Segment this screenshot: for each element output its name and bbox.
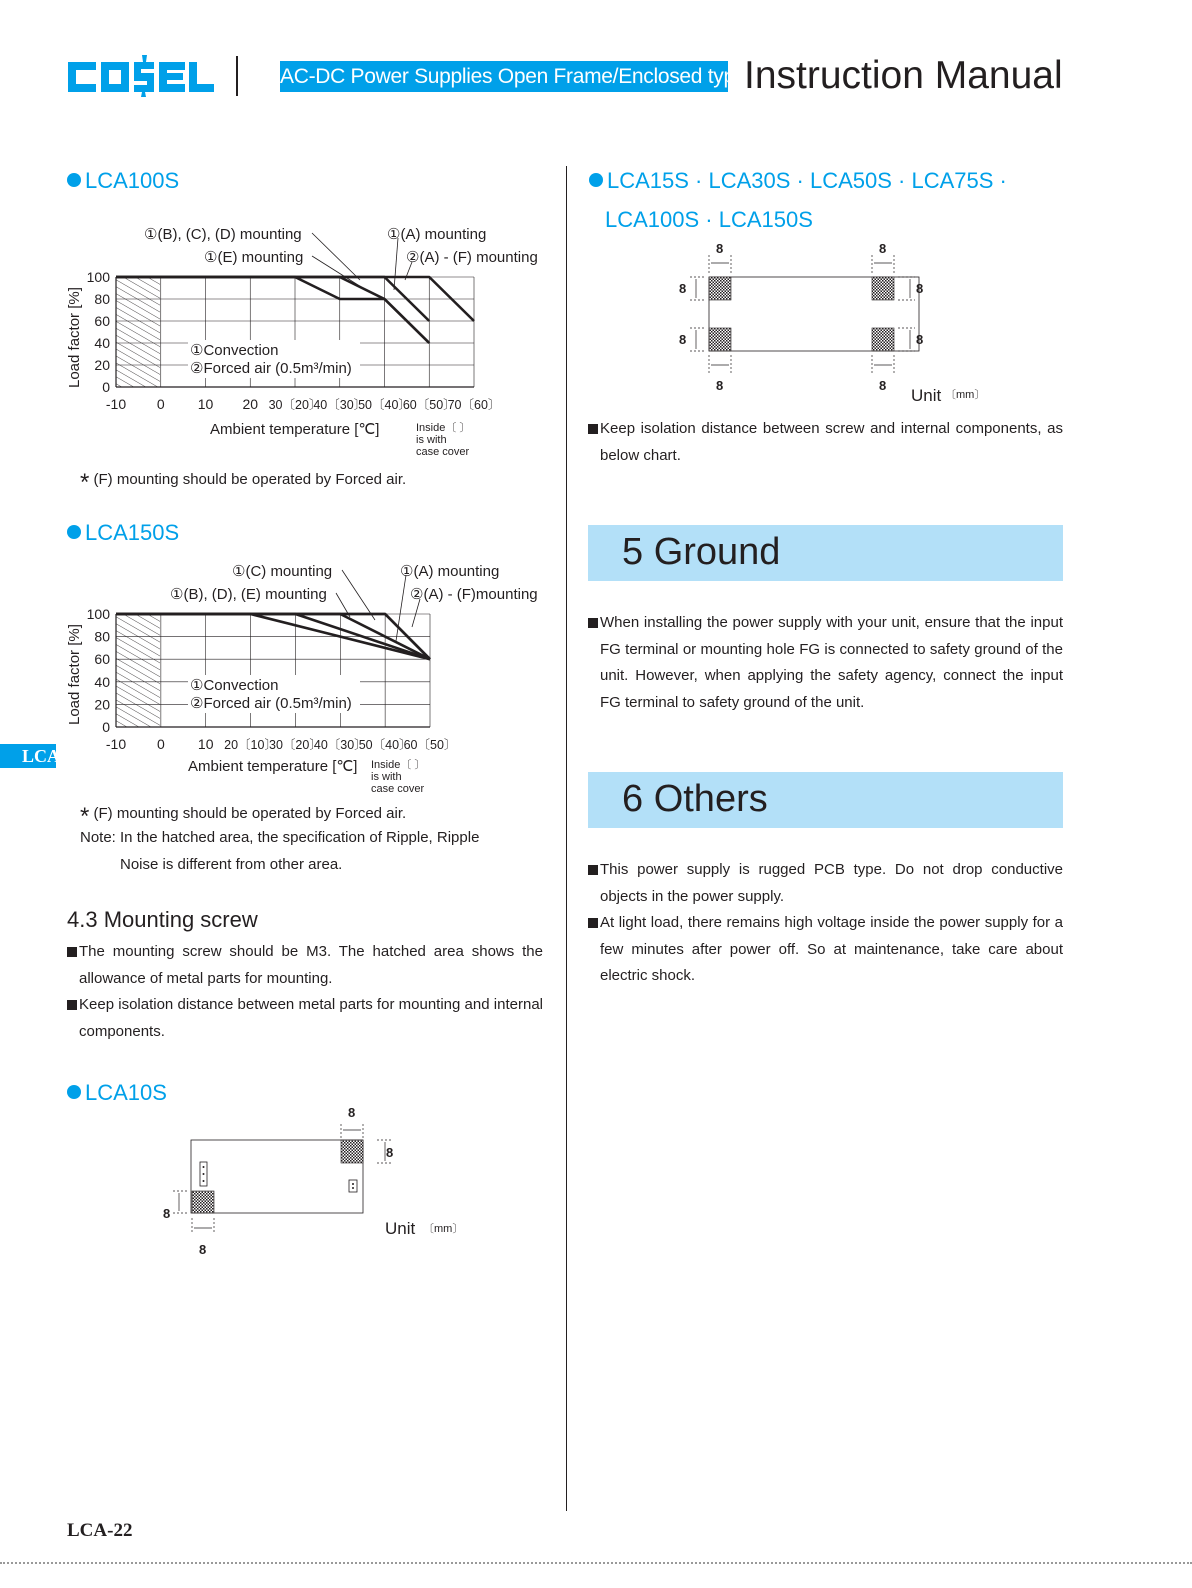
hatched-area	[116, 277, 160, 387]
others-paragraphs: This power supply is rugged PCB type. Do not drop conductive objects in the power supply. At light load, there remains high voltage inside the power supply for a few minutes after power off. So at maintenance, take care about electric shock.	[588, 857, 1063, 990]
dim-label: 8	[679, 281, 687, 296]
annotation-bde: ①(B), (D), (E) mounting	[170, 586, 327, 603]
dim-label: 8	[716, 378, 724, 393]
y-axis-label: Load factor [%]	[66, 624, 83, 725]
section-ground-header: 5 Ground	[588, 525, 1063, 581]
x-tick-label: 0	[156, 396, 165, 412]
isolation-paragraph: Keep isolation distance between screw and internal components, as below chart.	[588, 416, 1063, 469]
x-tick-label: 30〔20〕	[268, 398, 322, 412]
x-tick-label: 20	[242, 396, 259, 412]
dim-label: 8	[199, 1242, 207, 1257]
legend-convection: ①Convection	[190, 342, 279, 359]
x-tick-label: 60〔50〕	[403, 738, 457, 752]
y-tick-label: 80	[94, 628, 110, 645]
header-separator	[236, 56, 238, 96]
y-tick-label: 60	[94, 313, 110, 329]
inside-note: Inside〔 〕 is with case cover	[371, 759, 426, 795]
y-tick-label: 0	[102, 379, 110, 395]
heading-lca10s: LCA10S	[67, 1080, 167, 1106]
footer-rule	[0, 1562, 1192, 1564]
section-others-header: 6 Others	[588, 772, 1063, 828]
heading-lca100s: LCA100S	[67, 168, 179, 194]
mounting-paragraphs: The mounting screw should be M3. The hatched area shows the allowance of metal parts for mounting. Keep isolation distance between metal parts for mounting and internal components.	[67, 939, 543, 1045]
note-hatched: Note: In the hatched area, the specification of Ripple, Ripple	[80, 829, 480, 846]
series-line-0	[116, 277, 429, 343]
heading-models-line1: LCA15S · LCA30S · LCA50S · LCA75S ·	[589, 168, 1007, 194]
annotation-c: ①(C) mounting	[232, 563, 333, 580]
y-tick-label: 20	[94, 357, 110, 373]
dim-label: 8	[163, 1206, 171, 1221]
dim-label: 8	[348, 1105, 356, 1120]
x-axis-label: Ambient temperature [℃]	[210, 421, 380, 438]
x-tick-label: -10	[105, 736, 127, 752]
dim-label: 8	[916, 281, 924, 296]
unit-mm: 〔mm〕	[423, 1223, 464, 1235]
subsection-title: 4.3 Mounting screw	[67, 907, 258, 932]
y-tick-label: 40	[94, 673, 110, 690]
product-category-band: AC-DC Power Supplies Open Frame/Enclosed type	[280, 61, 728, 92]
inside-note: Inside〔 〕 is with case cover	[416, 422, 471, 458]
legend-convection: ①Convection	[190, 677, 279, 694]
dim-label: 8	[916, 332, 924, 347]
dim-label: 8	[679, 332, 687, 347]
derating-chart-lca100s	[60, 220, 560, 465]
dim-label: 8	[879, 378, 887, 393]
y-tick-label: 80	[94, 291, 110, 307]
note-f-mounting-150: * (F) mounting should be operated by Forced air.	[80, 803, 407, 830]
dim-label: 8	[879, 241, 887, 256]
x-tick-label: 10	[197, 736, 214, 752]
derating-chart-lca150s	[60, 557, 560, 802]
annotation-af: ②(A) - (F)mounting	[410, 586, 538, 603]
annotation-a: ①(A) mounting	[400, 563, 500, 580]
column-separator	[566, 166, 567, 1511]
x-tick-label: 60〔50〕	[402, 398, 456, 412]
legend-forced-air: ②Forced air (0.5m³/min)	[190, 695, 352, 712]
unit-mm: 〔mm〕	[945, 389, 986, 401]
note-f-mounting-100: * (F) mounting should be operated by Forced air.	[80, 469, 407, 496]
heading-models-line2: LCA100S · LCA150S	[605, 207, 813, 232]
x-tick-label: 50〔40〕	[358, 738, 412, 752]
annotation-e: ①(E) mounting	[204, 249, 304, 266]
unit-label: Unit	[385, 1219, 416, 1238]
x-tick-label: 40〔30〕	[313, 738, 367, 752]
y-axis-label: Load factor [%]	[66, 287, 83, 388]
x-tick-label: 70〔60〕	[447, 398, 501, 412]
legend-forced-air: ②Forced air (0.5m³/min)	[190, 360, 352, 377]
lca10s-mounting-diagram	[155, 1100, 465, 1262]
ground-paragraph: When installing the power supply with your unit, ensure that the input FG terminal or mounting hole FG is connected to safety ground of the unit. However, when applying the safety agency, connect the input FG terminal to safety ground of the unit.	[588, 610, 1063, 716]
y-tick-label: 20	[94, 696, 110, 713]
x-tick-label: 40〔30〕	[313, 398, 367, 412]
annotation-af: ②(A) - (F) mounting	[406, 249, 538, 266]
x-tick-label: 50〔40〕	[358, 398, 411, 412]
hatched-area	[116, 614, 160, 727]
annotation-bcd: ①(B), (C), (D) mounting	[144, 226, 302, 243]
x-tick-label: 10	[197, 396, 214, 412]
x-tick-label: 0	[156, 736, 165, 752]
unit-label: Unit	[911, 386, 942, 405]
page-number: LCA-22	[67, 1520, 133, 1541]
models-mounting-diagram	[660, 235, 1000, 410]
dim-label: 8	[716, 241, 724, 256]
dim-label: 8	[386, 1145, 394, 1160]
annotation-a: ①(A) mounting	[387, 226, 487, 243]
series-line-1	[116, 277, 429, 343]
y-tick-label: 100	[86, 269, 110, 285]
document-title: Instruction Manual	[744, 54, 1063, 97]
side-tab-lca: LCA	[0, 744, 56, 768]
x-tick-label: 30〔20〕	[269, 738, 322, 752]
x-tick-label: 20〔10〕	[224, 738, 277, 752]
y-tick-label: 100	[86, 606, 110, 622]
y-tick-label: 60	[94, 651, 110, 668]
heading-lca150s: LCA150S	[67, 520, 179, 546]
note-hatched-cont: Noise is different from other area.	[120, 856, 343, 873]
x-axis-label: Ambient temperature [℃]	[188, 758, 358, 775]
x-tick-label: -10	[105, 396, 127, 412]
y-tick-label: 0	[102, 719, 110, 735]
y-tick-label: 40	[94, 335, 110, 351]
cosel-logo	[66, 55, 216, 97]
